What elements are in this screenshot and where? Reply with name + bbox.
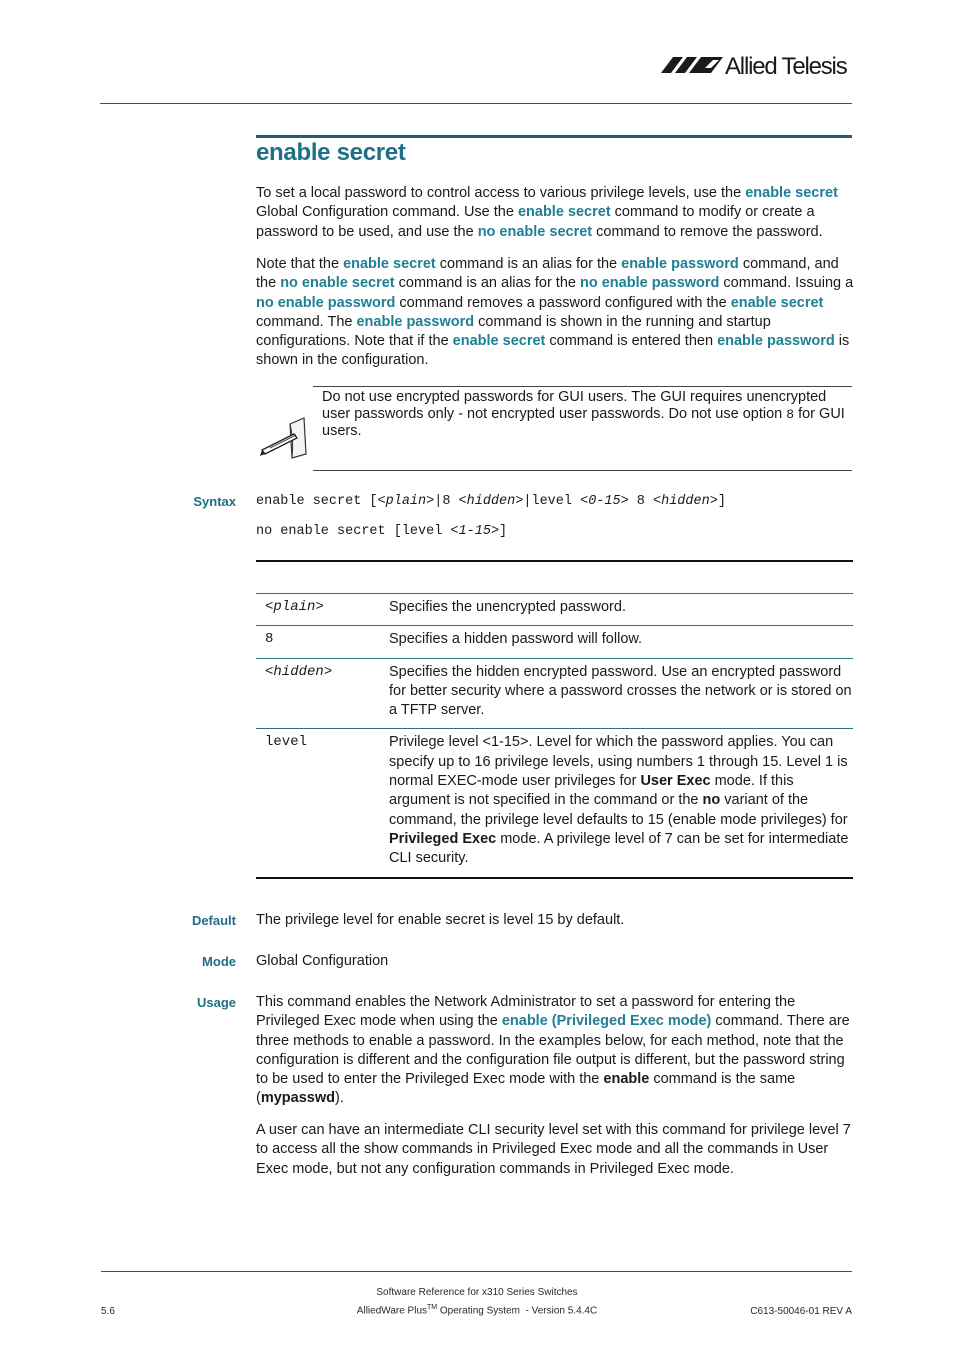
syntax-line-2 [256, 524, 507, 539]
bold-term: Privileged Exec [389, 830, 497, 847]
param-description [389, 658, 853, 729]
intro-paragraph-2 [256, 255, 854, 371]
title-rule [256, 135, 852, 138]
note-text [322, 389, 847, 440]
placeholder-term: hidden [661, 494, 710, 509]
text-run: >|8 < [426, 494, 467, 509]
param-name [256, 729, 389, 877]
intro-paragraph-1 [256, 184, 854, 242]
footer-title: Software Reference for x310 Series Switches [376, 1287, 578, 1298]
command-link[interactable]: enable (Privileged Exec mode) [501, 1013, 712, 1030]
command-link[interactable]: enable password [356, 313, 475, 330]
note-text-after: for GUI users. [322, 405, 845, 439]
param-table-top-rule [256, 560, 853, 562]
command-link[interactable]: no enable password [580, 275, 720, 292]
placeholder-term: plain [273, 599, 316, 615]
allied-telesis-logo [661, 51, 854, 79]
text-run: Note that the [256, 256, 344, 272]
mode-text: Global Configuration [256, 953, 389, 969]
bold-term: mypasswd [260, 1090, 335, 1107]
command-link[interactable]: enable secret [730, 294, 824, 311]
page-title: enable secret [256, 139, 406, 166]
text-run: Global Configuration command. Use the [256, 204, 518, 221]
command-link[interactable]: enable secret [452, 333, 546, 350]
mode-label: Mode [202, 954, 236, 969]
param-row [256, 729, 853, 877]
command-link[interactable]: enable password [717, 333, 835, 350]
text-run: >|level < [515, 494, 589, 509]
text-run: command. Issuing a [719, 275, 854, 292]
text-run: command. There are three methods to enable a password. In the examples below, for each method, note that the configuration is different and the configuration file output is different, but the password string to be used to enter the Privileged Exec mode with the [256, 1013, 850, 1088]
bold-term: enable [603, 1071, 650, 1088]
command-link[interactable]: enable password [621, 256, 739, 272]
command-link[interactable]: enable secret [517, 204, 611, 221]
text-run: command, and the [256, 256, 839, 292]
footer-page-number: 5.6 [101, 1306, 115, 1317]
footer-tm: TM [427, 1304, 438, 1311]
text-run: command is entered then [545, 333, 718, 350]
text-run: > [323, 663, 333, 680]
text-run: To set a local password to control access to various privilege levels, use the [256, 185, 746, 201]
text-run: command removes a password configured with the [395, 294, 731, 311]
syntax-label: Syntax [193, 494, 236, 509]
text-run: 8 [265, 631, 274, 648]
command-link[interactable]: enable secret [343, 256, 436, 272]
placeholder-term: 1-15 [458, 524, 491, 539]
text-run: command is an alias for the [394, 275, 580, 292]
text-run: >] [709, 494, 726, 509]
command-link[interactable]: enable secret [745, 185, 838, 201]
text-run: command is shown in the running and startup configurations. Note that if the [256, 313, 771, 350]
text-run: is shown in the configuration. [256, 333, 850, 369]
text-run: no enable secret [level < [256, 524, 459, 539]
param-name [256, 594, 389, 626]
parameter-table [256, 593, 853, 877]
text-run: Specifies the unencrypted password. [389, 599, 626, 615]
param-row [256, 594, 853, 626]
param-name [256, 658, 389, 729]
text-run: mode. If this argument is not specified in the command or the [389, 773, 794, 809]
text-run: < [265, 663, 274, 680]
text-run: Specifies a hidden password will follow. [389, 631, 643, 648]
usage-label: Usage [196, 995, 236, 1010]
param-name [256, 626, 389, 658]
text-run: >] [490, 524, 508, 539]
command-link[interactable]: no enable secret [280, 275, 395, 292]
bold-term: no [702, 792, 721, 809]
default-label: Default [191, 913, 236, 928]
param-description [389, 729, 853, 877]
command-link[interactable]: no enable secret [477, 223, 593, 240]
text-run: command to remove the password. [592, 223, 823, 240]
param-description [389, 626, 853, 658]
text-run: command is the same ( [256, 1071, 796, 1107]
text-run: > 8 < [620, 494, 662, 509]
logo-text: Allied Telesis [725, 53, 847, 79]
footer-version: Operating System - Version 5.4.4C [437, 1305, 598, 1317]
syntax-line-1 [256, 494, 726, 509]
default-text: The privilege level for enable secret is level 15 by default. [256, 912, 625, 928]
text-run: Specifies the hidden encrypted password. Use an encrypted password for better security where a password crosses the network or is stored on a TFTP server. [389, 663, 852, 719]
note-top-rule [313, 386, 852, 387]
param-row [256, 626, 853, 658]
text-run: command to modify or create a password to be used, and use the [256, 204, 815, 240]
placeholder-term: plain [385, 494, 427, 509]
text-run: mode. A privilege level of 7 can be set for intermediate CLI security. [389, 830, 849, 867]
usage-paragraph-2: A user can have an intermediate CLI security level set with this command for privilege level 7 to access all the show commands in Privileged Exec mode and all the commands in User Exec mode, but not any configuration commands in Privileged Exec mode. [256, 1122, 851, 1177]
text-run: command is an alias for the [435, 256, 622, 272]
bold-term: User Exec [640, 773, 711, 790]
text-run: This command enables the Network Administrator to set a password for entering the Privileged Exec mode when using the [256, 994, 796, 1030]
placeholder-term: hidden [466, 494, 516, 509]
command-link[interactable]: no enable password [256, 294, 396, 311]
footer-document-id: C613-50046-01 REV A [750, 1306, 852, 1317]
note-text-before: Do not use encrypted passwords for GUI users. The GUI requires unencrypted user passwords only - not encrypted user passwords. Do not use option [322, 389, 827, 422]
header-rule [100, 103, 852, 104]
param-table-bottom-rule [256, 877, 853, 879]
text-run: < [265, 599, 274, 615]
text-run: Privilege level <1-15>. Level for which the password applies. You can specify up to 16 privilege levels, using numbers 1 through 15. Level 1 is normal EXEC-mode user privileges for [389, 734, 848, 790]
usage-paragraph-1 [256, 993, 854, 1109]
placeholder-term: 0-15 [588, 494, 621, 509]
text-run: level [265, 734, 308, 751]
text-run: enable secret [< [256, 494, 386, 509]
param-row [256, 658, 853, 729]
placeholder-term: hidden [273, 663, 324, 680]
text-run: command. The [256, 313, 357, 330]
note-pencil-icon [260, 416, 308, 460]
text-run: variant of the command, the privilege level defaults to 15 (enable mode privileges) for [389, 792, 848, 828]
param-description [389, 594, 853, 626]
footer-rule [101, 1271, 852, 1272]
note-code: 8 [786, 406, 795, 422]
footer-product-name: AlliedWare Plus [356, 1305, 428, 1317]
note-bottom-rule [313, 470, 852, 471]
text-run: ). [335, 1090, 344, 1107]
text-run: > [315, 599, 324, 615]
